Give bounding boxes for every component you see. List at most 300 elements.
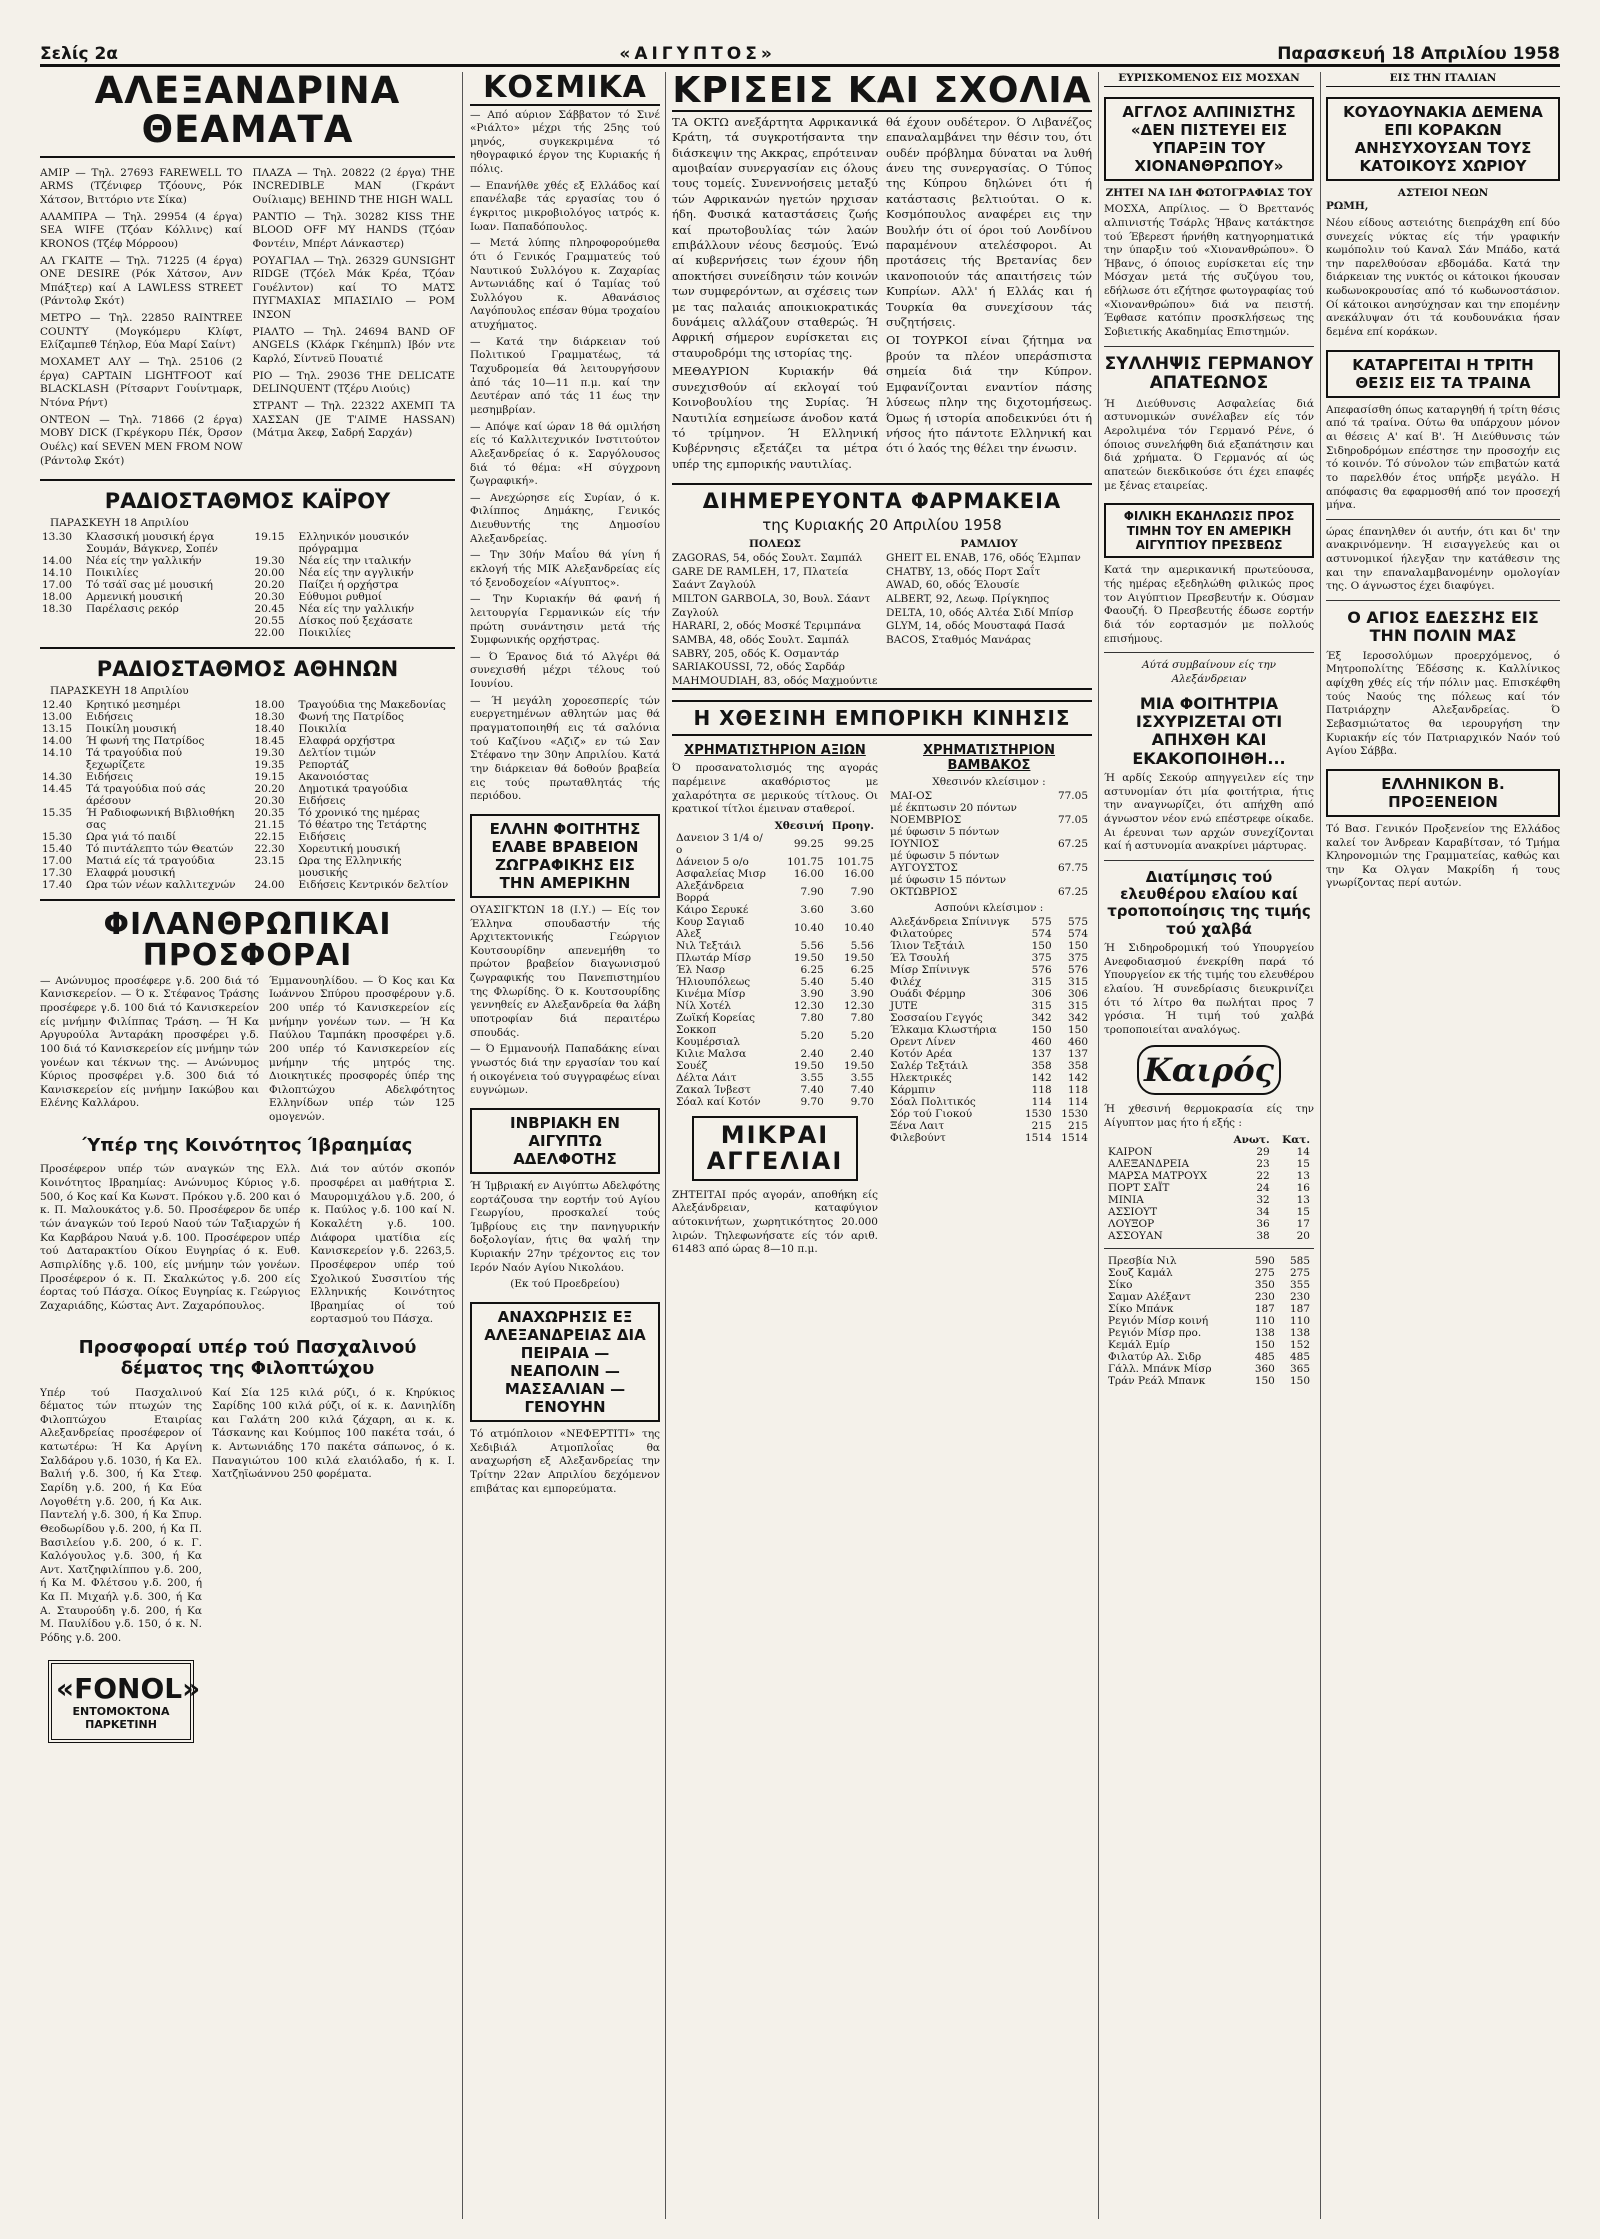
- market-row-value: 110: [1254, 1314, 1275, 1327]
- weather-row: [1104, 1194, 1314, 1206]
- art-award-text: ΟΥΑΣΙΓΚΤΩΝ 18 (Ι.Υ.) — Είς τον Έλληνα σπουδαστήν τής Αρχιτεκτονικής Γεώργιον Κουτσουρίδην απενεμήθη το πρώτον βραβείον διαγωνισμού ζωγραφικής του Πανεπιστημίου της Φλωρίδης. Ό κ. Κουτσουρίδης γεννηθείς εν Αλεξανδρεία θα λάβη υποτροφίαν διά περαιτέρω σπουδάς.: [470, 903, 660, 1039]
- classifieds-text: ΖΗΤΕΙΤΑΙ πρός αγοράν, αποθήκη είς Αλεξάνδρειαν, καταφύγιον αύτοκινήτων, χωρητικότητος 20.000 λιρών. Τηλεφωνήσατε είς τόν αριθ. 61483 από ώρας 8—10 π.μ.: [672, 1188, 878, 1256]
- yarn-row-value: 574: [1031, 927, 1052, 940]
- cotton-row: [886, 838, 1092, 850]
- stock-row-value: 19.50: [793, 1059, 824, 1072]
- pharmacy-entry: BACOS, Σταθμός Μανάρας: [886, 633, 1031, 646]
- radio-program: Τά τραγούδια πού σάς άρέσουν: [86, 782, 206, 807]
- stock-row: [672, 952, 878, 964]
- radio-program: Τό θέατρο της Τετάρτης: [298, 818, 427, 831]
- stock-row-value: 12.30: [843, 999, 874, 1012]
- stock-row-label: Δέλτα Λάιτ: [676, 1071, 737, 1084]
- stock-row-label: Ασφαλείας Μισρ: [676, 867, 766, 880]
- yarn-row-value: 150: [1031, 939, 1052, 952]
- student-continued-text: ώρας έπανηλθεν όι αυτήν, ότι και δι' την ανακρινόμενην. Ή εισαγγελεύς και οι αστυνομικοί ήλεγξαν την κατάθεσιν της και την επαναλαμβανομένην ομολογίαν της. Ο άγνωστος έχει διαφύγει.: [1326, 525, 1560, 593]
- stock-row-value: 19.50: [843, 1059, 874, 1072]
- social-item: — Την 30ήν Μαΐου θά γίνη ή εκλογή τής ΜΙΚ Αλεξανδρείας είς τό ξενοδοχείον «Αίγυπτος».: [470, 549, 660, 589]
- arrest-title: ΣΥΛΛΗΨΙΣ ΓΕΡΜΑΝΟΥ ΑΠΑΤΕΩΝΟΣ: [1104, 353, 1314, 394]
- radio-program-row: [40, 783, 243, 807]
- yarn-row-value: 1514: [1061, 1131, 1088, 1144]
- yarn-row-label: Αλεξάνδρεια Σπίνινγκ: [890, 915, 1010, 928]
- weather-row-label: ΠΟΡΤ ΣΑΪΤ: [1108, 1181, 1170, 1194]
- radio-program-row: [253, 723, 456, 735]
- yarn-row-value: 137: [1031, 1047, 1052, 1060]
- yarn-row-value: 575: [1067, 915, 1088, 928]
- weather-row: [1104, 1206, 1314, 1218]
- pharmacy-entry: SARIAKOUSSI, 72, οδός Σαρδάρ: [672, 661, 845, 674]
- column-rule: [462, 72, 463, 2219]
- radio-time: 23.15: [254, 854, 285, 867]
- cotton-row-label: μέ ύφωσιν 5 πόντων: [890, 825, 1000, 838]
- radio-time: 20.20: [254, 782, 285, 795]
- pharmacy-entry: MILTON GARBOLA, 30, Βουλ. Σάαντ Ζαγλούλ: [672, 592, 871, 619]
- student-kicker: Αύτά συμβαίνουν είς την Αλεξάνδρειαν: [1141, 659, 1277, 685]
- market-row-value: 365: [1289, 1362, 1310, 1375]
- market-row-label: Ρεγιόν Μίσρ προ.: [1108, 1326, 1202, 1339]
- stock-row-value: 3.55: [800, 1071, 824, 1084]
- weather-row-label: ΜΑΡΣΑ ΜΑΤΡΟΥΧ: [1108, 1169, 1208, 1182]
- yarn-row-value: 342: [1031, 1011, 1052, 1024]
- stock-row-value: 5.20: [800, 1029, 824, 1042]
- market-row-value: 275: [1289, 1266, 1310, 1279]
- italy-subtitle: ΑΣΤΕΙΟΙ ΝΕΩΝ: [1397, 186, 1489, 199]
- yarn-row-value: 150: [1067, 1023, 1088, 1036]
- radio-time: 12.40: [42, 698, 73, 711]
- divider: [40, 479, 455, 481]
- fonol-line-1: ΕΝΤΟΜΟΚΤΟΝΑ: [72, 1704, 170, 1718]
- market-row-label: Τράν Ρεάλ Μπανκ: [1108, 1374, 1206, 1387]
- yeti-subtitle: ΖΗΤΕΙ ΝΑ ΙΔΗ ΦΩΤΟΓΡΑΦΙΑΣ ΤΟΥ: [1105, 186, 1313, 199]
- weather-row-value: 15: [1296, 1205, 1310, 1218]
- stock-row-value: 16.00: [793, 867, 824, 880]
- radio-program-row: [40, 699, 243, 711]
- fonol-brand: «FONOL»: [56, 1671, 201, 1705]
- radio-program: Ειδήσεις: [86, 770, 133, 783]
- yarn-row: [886, 1096, 1092, 1108]
- yarn-row: [886, 1048, 1092, 1060]
- stock-row-label: Κουρ Σαγιαδ Αλεξ: [676, 915, 745, 940]
- commentary-text-4: ΟΙ ΤΟΥΡΚΟΙ είναι ζήτημα να βρούν τα πλέον υπεράσπιστα σημεία διά την Κύπρον. Εμφανίζονται εναντίον πάσης λύσεως πλην της διχοτομήσεως. Όμως ή ιστορία αποδεικνύει ότι ή νήσος ήτο πάντοτε Ελληνική και ότι ό λαός της θέλει την ένωσιν.: [886, 333, 1092, 456]
- yarn-row-label: Κοτόν Αρέα: [890, 1047, 953, 1060]
- market-row: [1104, 1363, 1314, 1375]
- cotton-row: [886, 874, 1092, 886]
- pharmacy-entry: GHEIT EL ENAB, 176, οδός Έλμπαν: [886, 552, 1081, 565]
- cotton-row: [886, 802, 1092, 814]
- pharmacy-entry: GLYM, 14, οδός Μουσταφά Πασά: [886, 620, 1066, 633]
- yarn-row-value: 375: [1031, 951, 1052, 964]
- stock-row: [672, 856, 878, 868]
- column-news-b: [1326, 72, 1560, 2219]
- radio-time: 15.30: [42, 830, 73, 843]
- cotton-table: [886, 790, 1092, 898]
- stock-row-value: 7.40: [800, 1083, 824, 1096]
- cotton-row-label: μέ ύφωσιν 5 πόντων: [890, 849, 1000, 862]
- stocks-section: [672, 742, 878, 1259]
- sailing-text: Τό ατμόπλοιον «ΝΕΦΕΡΤΙΤΙ» της Χεδιβιάλ Ατμοπλοΐας θα αναχωρήση εξ Αλεξανδρείας την Τρίτην 22αν Απριλίου δεχόμενον επιβάτας και εμπορεύματα.: [470, 1427, 660, 1495]
- market-row-label: Φιλατύρ Αλ. Σιδρ: [1108, 1350, 1202, 1363]
- cotton-section: [886, 742, 1092, 1259]
- yarn-row: [886, 988, 1092, 1000]
- weather-row-value: 34: [1256, 1205, 1270, 1218]
- stock-row-value: 99.25: [793, 837, 824, 850]
- radio-program-row: [253, 807, 456, 819]
- radio-program-row: [253, 819, 456, 831]
- market-row-value: 590: [1254, 1254, 1275, 1267]
- radio-athens-day: ΠΑΡΑΣΚΕΥΗ 18 Απριλίου: [50, 685, 189, 698]
- yarn-table: [886, 916, 1092, 1144]
- radio-program-row: [253, 579, 456, 591]
- commentary-title: ΚΡΙΣΕΙΣ ΚΑΙ ΣΧΟΛΙΑ: [672, 72, 1092, 111]
- yarn-row-value: 1530: [1061, 1107, 1088, 1120]
- weather-row-label: ΑΛΕΞΑΝΔΡΕΙΑ: [1108, 1157, 1190, 1170]
- radio-program: Τό πιντάλεπτο τών Θεατών: [86, 842, 234, 855]
- stock-row-value: 10.40: [793, 921, 824, 934]
- cotton-row-value: 67.25: [1057, 885, 1088, 898]
- stock-row-label: Νιλ Τεξτάιλ: [676, 939, 742, 952]
- easter-text: Υπέρ τού Πασχαλινού δέματος τών πτωχών της Φιλοπτώχου Εταιρίας Αλεξανδρείας προσέφερον οί κατωτέρω: Ή Κα Αργίνη Σαλδάρου γ.δ. 1030, ή Κα Ελ. Βαλιή γ.δ. 300, ή Κα Στεφ. Σαρίδη γ.δ. 200, ή Κα Εύα Λογοθέτη γ.δ. 200, ή Κα Αικ. Παντελή γ.δ. 300, ή Κα Σπυρ. Θεοδωρίδου γ.δ. 200, ή Κα Π. Βασιλείου γ.δ. 200, ό κ. Γ. Καλόγουλος γ.δ. 300, ή Κα Αντ. Χατζηφιλίππου γ.δ. 200, ή Κα Μ. Φλέτσου γ.δ. 200, ή Κα Π. Μιχαήλ γ.δ. 300, ή Κα Α. Σταυρούδη γ.δ. 200, ή Κα Μ. Παυλίδου γ.δ. 150, ό κ. Ν. Ρόδης γ.δ. 200.: [40, 1386, 202, 1645]
- column-rule: [1320, 72, 1321, 2219]
- yeti-kicker: ΕΥΡΙΣΚΟΜΕΝΟΣ ΕΙΣ ΜΟΣΧΑΝ: [1104, 72, 1314, 87]
- embassy-text: Κατά την αμερικανική πρωτεύουσα, τής ημέρας εξεδηλώθη φιλικώς προς τον Αιγύπτιον Πρεσβευτήν κ. Ούσμαν Φαουζή. Ό Πρεσβευτής έδωσε εορτήν διά τόν εορτασμόν με πολλούς επισήμους.: [1104, 564, 1314, 645]
- stock-row-value: 9.70: [800, 1095, 824, 1108]
- theater-list-left: [40, 164, 243, 471]
- stock-row-value: 5.40: [800, 975, 824, 988]
- yarn-row-value: 114: [1067, 1095, 1088, 1108]
- market-row-value: 275: [1254, 1266, 1275, 1279]
- market-row-label: Σίκο: [1108, 1278, 1133, 1291]
- radio-program: Ειδήσεις: [298, 830, 346, 843]
- radio-cairo-right: [253, 531, 456, 639]
- radio-time: 17.30: [42, 866, 73, 879]
- radio-program-row: [253, 783, 456, 795]
- weather-row-value: 32: [1256, 1193, 1270, 1206]
- yarn-row: [886, 916, 1092, 928]
- market-row-value: 355: [1289, 1278, 1310, 1291]
- radio-cairo-day: ΠΑΡΑΣΚΕΥΗ 18 Απριλίου: [50, 517, 189, 530]
- radio-time: 17.40: [42, 878, 73, 891]
- weather-row-value: 13: [1296, 1193, 1310, 1206]
- stock-row-label: Δάνειον 5 ο/ο: [676, 855, 749, 868]
- radio-program: Αρμενική μουσική: [86, 590, 183, 603]
- radio-program-row: [253, 843, 456, 855]
- stock-row-value: 2.40: [850, 1047, 874, 1060]
- stock-row-value: 101.75: [787, 855, 824, 868]
- yarn-row-label: Ξένα Λαιτ: [890, 1119, 945, 1132]
- radio-program: Φωνή της Πατρίδος: [298, 710, 404, 723]
- market-row: [1104, 1279, 1314, 1291]
- radio-program: Ποικιλίες: [86, 566, 139, 579]
- radio-program-row: [253, 771, 456, 783]
- cotton-row-label: ΜΑΙ-ΟΣ: [890, 789, 933, 802]
- yarn-row-value: 460: [1067, 1035, 1088, 1048]
- yarn-row: [886, 1108, 1092, 1120]
- stock-row: [672, 916, 878, 940]
- stock-row: [672, 940, 878, 952]
- yarn-row: [886, 1000, 1092, 1012]
- theater-entry: ΟΝΤΕΟΝ — Τηλ. 71866 (2 έργα) MOBY DICK (Γκρέγκορυ Πέκ, Όρσον Ουέλς) καί SEVEN MEN FROM NOW (Ράντολφ Σκότ): [40, 413, 243, 467]
- radio-program: Εύθυμοι ρυθμοί: [298, 590, 382, 603]
- cotton-row: [886, 886, 1092, 898]
- stock-row-value: 5.40: [850, 975, 874, 988]
- pharmacies-city-head: ΠΟΛΕΩΣ: [749, 538, 801, 551]
- yarn-row: [886, 1132, 1092, 1144]
- market-row-value: 138: [1289, 1326, 1310, 1339]
- weather-row: [1104, 1218, 1314, 1230]
- column-rule: [665, 72, 666, 2219]
- social-item: — Από αύριον Σάββατον τό Σινέ «Ριάλτο» μέχρι τής 25ης τού μηνός, συγκεκριμένα τό ηθογραφικό έργον της Κυριακής ή πόλις.: [470, 108, 660, 176]
- radio-time: 20.20: [254, 578, 285, 591]
- market-row-value: 585: [1289, 1254, 1310, 1267]
- cotton-title: ΧΡΗΜΑΤΙΣΤΗΡΙΟΝ ΒΑΜΒΑΚΟΣ: [922, 743, 1056, 774]
- yarn-row-label: Ίλιον Τεξτάιλ: [890, 939, 965, 952]
- embassy-title: ΦΙΛΙΚΗ ΕΚΔΗΛΩΣΙΣ ΠΡΟΣ ΤΙΜΗΝ ΤΟΥ ΕΝ ΑΜΕΡΙΚΗ ΑΙΓΥΠΤΙΟΥ ΠΡΕΣΒΕΩΣ: [1104, 503, 1314, 558]
- yarn-row-value: 315: [1031, 999, 1052, 1012]
- cotton-row-label: ΑΥΓΟΥΣΤΟΣ: [890, 861, 958, 874]
- weather-row-label: ΑΣΣΟΥΑΝ: [1108, 1229, 1163, 1242]
- weather-row-label: ΛΟΥΞΟΡ: [1108, 1217, 1155, 1230]
- market-row-value: 485: [1289, 1350, 1310, 1363]
- weather-col-low: Κατ.: [1282, 1133, 1310, 1146]
- radio-time: 14.00: [42, 554, 73, 567]
- radio-time: 15.35: [42, 806, 73, 819]
- divider: [40, 647, 455, 649]
- market-table: [1104, 1255, 1314, 1387]
- weather-row-value: 20: [1296, 1229, 1310, 1242]
- yarn-row-label: Έλκαμα Κλωστήρια: [890, 1023, 997, 1036]
- weather-row-value: 14: [1296, 1145, 1310, 1158]
- stock-row-value: 99.25: [843, 837, 874, 850]
- radio-program: Ακανοιόστας: [298, 770, 369, 783]
- fonol-advert: [48, 1660, 201, 1743]
- yarn-row-value: 215: [1067, 1119, 1088, 1132]
- pharmacy-entry: ZAGORAS, 54, οδός Σουλτ. Σαμπάλ: [672, 552, 863, 565]
- italy-kicker: ΕΙΣ ΤΗΝ ΙΤΑΛΙΑΝ: [1326, 72, 1560, 87]
- market-row-value: 110: [1289, 1314, 1310, 1327]
- italy-dateline: ΡΩΜΗ,: [1326, 200, 1369, 213]
- student-text: Ή αρδίς Σεκούρ απηγγειλεν είς την αστυνομίαν ότι μία φοιτήτρια, ήτις την αναγνωρίζει, ότι απήχθη από άγνωστον νέον ενώ επέστρεφε οίκαδε. Αι έρευναι των αρχών συνεχίζονται καί ή αστυνομία ανακρίνει μάρτυρας.: [1104, 772, 1314, 853]
- radio-time: 20.55: [254, 614, 285, 627]
- pharmacy-entry: SABRY, 205, οδός Κ. Οσμαντάρ: [672, 647, 839, 660]
- weather-row-value: 36: [1256, 1217, 1270, 1230]
- yarn-row: [886, 1120, 1092, 1132]
- yarn-row-value: 574: [1067, 927, 1088, 940]
- stocks-col-prev: Προηγ.: [831, 819, 874, 832]
- stock-row-label: Πλωτάρ Μίσρ: [676, 951, 751, 964]
- stock-row-value: 6.25: [800, 963, 824, 976]
- yarn-row-label: Σόαλ Πολιτικός: [890, 1095, 976, 1108]
- radio-program-row: [40, 531, 243, 555]
- stock-row: [672, 964, 878, 976]
- yarn-row-value: 576: [1031, 963, 1052, 976]
- radio-program: Παίζει ή ορχήστρα: [298, 578, 399, 591]
- theater-entry: ΡΟΥΑΓΙΑΛ — Τηλ. 26329 GUNSIGHT RIDGE (Τζόελ Μάκ Κρέα, Τζόαν Γουέλντον) καί ΤΟ ΜΑΤΣ ΠΥΓΜΑΧΙΑΣ ΜΠΑΣΙΛΙΟ — ΡΟΜ ΙΝΣΟΝ: [252, 254, 455, 322]
- stock-row-label: Νίλ Χοτέλ: [676, 999, 731, 1012]
- yarn-row: [886, 1012, 1092, 1024]
- stock-row: [672, 1072, 878, 1084]
- weather-row-label: ΑΣΣΙΟΥΤ: [1108, 1205, 1158, 1218]
- brotherhood-text: Ή Ίμβριακή εν Αιγύπτω Αδελφότης εορτάζουσα την εορτήν τού Αγίου Γεωργίου, προσκαλεί τούς Ίμβρίους εις την πανηγυρικήν δοξολογίαν, ήτις θα ψαλή την Κυριακήν 27ην τρέχοντος εις τον Ιερόν Ναόν Αγίου Νικολάου.: [470, 1179, 660, 1274]
- social-item: — Την Κυριακήν θά φανή ή λειτουργία Γερμανικών είς τήν πρώτη συνάντησιν μετά τής Συμφωνικής ορχήστρας.: [470, 593, 660, 647]
- yarn-row-value: 150: [1031, 1023, 1052, 1036]
- radio-time: 20.30: [254, 590, 285, 603]
- pharmacies-city: [672, 538, 878, 688]
- masthead-title: «ΑΙΓΥΠΤΟΣ»: [619, 44, 776, 64]
- radio-program: Ελαφρά μουσική: [86, 866, 176, 879]
- yarn-row-value: 342: [1067, 1011, 1088, 1024]
- radio-time: 24.00: [254, 878, 285, 891]
- radio-program-row: [40, 591, 243, 603]
- radio-time: 18.40: [254, 722, 285, 735]
- radio-program: Παρέλασις ρεκόρ: [86, 602, 179, 615]
- yeti-title: ΑΓΓΛΟΣ ΑΛΠΙΝΙΣΤΗΣ «ΔΕΝ ΠΙΣΤΕΥΕΙ ΕΙΣ ΥΠΑΡΞΙΝ ΤΟΥ ΧΙΟΝΑΝΘΡΩΠΟΥ»: [1104, 97, 1314, 181]
- commerce-title: Η ΧΘΕΣΙΝΗ ΕΜΠΟΡΙΚΗ ΚΙΝΗΣΙΣ: [672, 700, 1092, 736]
- pharmacy-entry: HARARI, 2, οδός Μοσκέ Τεριμπάνα: [672, 620, 862, 633]
- market-row-label: Σουζ Καμάλ: [1108, 1266, 1173, 1279]
- weather-row-value: 15: [1296, 1157, 1310, 1170]
- yarn-row: [886, 964, 1092, 976]
- radio-program: Τό τσάϊ σας μέ μουσική: [86, 578, 213, 591]
- weather-row-label: ΚΑΙΡΟΝ: [1108, 1145, 1153, 1158]
- radio-time: 19.35: [254, 758, 285, 771]
- yarn-row-value: 315: [1031, 975, 1052, 988]
- radio-program-row: [253, 831, 456, 843]
- ibrahimia-title: Ύπέρ της Κοινότητος Ίβραημίας: [82, 1134, 413, 1156]
- yarn-row-label: Σαλέρ Τεξτάιλ: [890, 1059, 969, 1072]
- social-item: — Κατά την διάρκειαν τού Πολιτικού Γραμματέως, τά Ταχυδρομεία θά λειτουργήσουν ἀπό τάς 10—11 π.μ. καί την Δευτέραν από τάς 11 έως την μεσημβρίαν.: [470, 335, 660, 416]
- oil-price-title: Διατίμησις τού ελευθέρου ελαίου καί τροποποίησις της τιμής τού χαλβά: [1107, 867, 1311, 938]
- radio-program: Δίσκος πού ξεχάσατε: [298, 614, 413, 627]
- stock-row-label: Ζωϊκή Κορείας: [676, 1011, 756, 1024]
- cotton-row: [886, 790, 1092, 802]
- radio-time: 17.00: [42, 854, 73, 867]
- cotton-row: [886, 826, 1092, 838]
- yarn-row-label: Έλ Τσουλή: [890, 951, 950, 964]
- radio-program-row: [40, 831, 243, 843]
- pharmacies-box: [672, 483, 1092, 690]
- social-item: — Απόψε καί ώραν 18 θά ομιλήση είς τό Καλλιτεχνικόν Ινστιτούτον Αλεξανδρείας ό κ. Σαργόλουσος διά τό θέμα: «Η σύγχρονη ζωγραφική».: [470, 420, 660, 488]
- radio-time: 17.00: [42, 578, 73, 591]
- bishop-title: Ο ΑΓΙΟΣ ΕΔΕΣΣΗΣ ΕΙΣ ΤΗΝ ΠΟΛΙΝ ΜΑΣ: [1347, 608, 1539, 646]
- weather-row-label: ΜΙΝΙΑ: [1108, 1193, 1144, 1206]
- market-row-value: 350: [1254, 1278, 1275, 1291]
- masthead-page-label: Σελίς 2α: [40, 44, 118, 64]
- yarn-row: [886, 1036, 1092, 1048]
- market-row: [1104, 1327, 1314, 1339]
- radio-program-row: [40, 879, 243, 891]
- radio-time: 21.15: [254, 818, 285, 831]
- stock-row-value: 19.50: [843, 951, 874, 964]
- yarn-row-value: 315: [1067, 999, 1088, 1012]
- commentary-body: [672, 112, 1092, 475]
- radio-program-row: [40, 771, 243, 783]
- yarn-row-value: 358: [1031, 1059, 1052, 1072]
- stock-row-label: Σοκκοπ Κουμέρσιαλ: [676, 1023, 741, 1048]
- weather-row-value: 13: [1296, 1169, 1310, 1182]
- weather-intro: Ή χθεσινή θερμοκρασία είς την Αίγυπτον μας ήτο ή εξής :: [1104, 1103, 1314, 1130]
- pharmacy-entry: AWAD, 60, οδός Έλουσίε: [886, 579, 1020, 592]
- theater-list-right: [253, 164, 456, 471]
- stock-row-label: Δανειον 3 1/4 ο/ο: [676, 831, 763, 856]
- market-row-value: 485: [1254, 1350, 1275, 1363]
- radio-program-row: [40, 843, 243, 855]
- stock-row-label: Ήλιουπόλεως: [676, 975, 751, 988]
- yarn-row-value: 142: [1031, 1071, 1052, 1084]
- yarn-row-value: 575: [1031, 915, 1052, 928]
- stock-row-value: 7.80: [800, 1011, 824, 1024]
- yarn-row-value: 576: [1067, 963, 1088, 976]
- radio-program-row: [253, 603, 456, 615]
- stock-row: [672, 868, 878, 880]
- radio-program: Ποικίλη μουσική: [86, 722, 177, 735]
- stock-row-value: 16.00: [843, 867, 874, 880]
- yarn-row-value: 215: [1031, 1119, 1052, 1132]
- market-row-value: 230: [1254, 1290, 1275, 1303]
- yarn-row-value: 358: [1067, 1059, 1088, 1072]
- cotton-row-value: 67.25: [1057, 837, 1088, 850]
- radio-program: Ή Ραδιοφωνική Βιβλιοθήκη σας: [86, 806, 235, 831]
- radio-time: 13.15: [42, 722, 73, 735]
- market-row: [1104, 1255, 1314, 1267]
- pharmacies-title: ΔΙΗΜΕΡΕΥΟΝΤΑ ΦΑΡΜΑΚΕΙΑ: [702, 489, 1062, 514]
- yarn-row-value: 375: [1067, 951, 1088, 964]
- stock-row-value: 3.90: [800, 987, 824, 1000]
- radio-time: 14.45: [42, 782, 73, 795]
- stock-row-value: 3.60: [800, 903, 824, 916]
- cotton-subtitle-2: Ασπούνι κλείσιμον :: [934, 901, 1044, 914]
- stock-row-value: 7.80: [850, 1011, 874, 1024]
- theater-entry: ΡΑΝΤΙΟ — Τηλ. 30282 KISS THE BLOOD OFF MY HANDS (Τζόαν Φοντέιν, Μπέρτ Λάνκαστερ): [252, 210, 455, 250]
- radio-program-row: [40, 855, 243, 867]
- yarn-row: [886, 976, 1092, 988]
- stock-row: [672, 1048, 878, 1060]
- yarn-row-label: Φιλέχ: [890, 975, 922, 988]
- market-row: [1104, 1291, 1314, 1303]
- cotton-row-label: μέ ύφωσιν 15 πόντων: [890, 873, 1006, 886]
- entertainment-title: ΑΛΕΞΑΝΔΡΙΝΑ ΘΕΑΜΑΤΑ: [40, 72, 455, 158]
- radio-program: Ή φωνή της Πατρίδος: [86, 734, 205, 747]
- radio-time: 15.40: [42, 842, 73, 855]
- stock-row-value: 19.50: [793, 951, 824, 964]
- cotton-row-label: μέ έκπτωσιν 20 πόντων: [890, 801, 1017, 814]
- stock-row-value: 3.90: [850, 987, 874, 1000]
- stock-row: [672, 1096, 878, 1108]
- radio-program: Ρεπορτάζ: [298, 758, 349, 771]
- radio-program: Νέα είς την γαλλικήν: [298, 602, 415, 615]
- weather-row: [1104, 1158, 1314, 1170]
- radio-program-row: [40, 735, 243, 747]
- radio-program-row: [40, 603, 243, 615]
- market-row-value: 360: [1254, 1362, 1275, 1375]
- stock-row-label: Κάιρο Σερυκέ: [676, 903, 749, 916]
- ibrahimia-body: [40, 1160, 455, 1330]
- column-commentary: [672, 72, 1092, 2219]
- radio-time: 20.00: [254, 566, 285, 579]
- pharmacy-entry: GARE DE RAMLEH, 17, Πλατεία Σαάντ Ζαγλούλ: [672, 565, 849, 592]
- market-row-value: 187: [1289, 1302, 1310, 1315]
- radio-program: Νέα είς την γαλλικήν: [86, 554, 202, 567]
- yarn-row: [886, 1060, 1092, 1072]
- cotton-row-label: ΝΟΕΜΒΡΙΟΣ: [890, 813, 962, 826]
- classifieds-title: ΜΙΚΡΑΙ ΑΓΓΕΛΙΑΙ: [692, 1116, 858, 1181]
- weather-row: [1104, 1182, 1314, 1194]
- market-row-value: 187: [1254, 1302, 1275, 1315]
- weather-row: [1104, 1230, 1314, 1242]
- stock-row-label: Έλ Νασρ: [676, 963, 726, 976]
- market-row: [1104, 1303, 1314, 1315]
- radio-program: Ειδήσεις Κεντρικόν δελτίον: [298, 878, 449, 891]
- stock-row-value: 101.75: [837, 855, 874, 868]
- radio-program: Ματιά είς τά τραγούδια: [86, 854, 215, 867]
